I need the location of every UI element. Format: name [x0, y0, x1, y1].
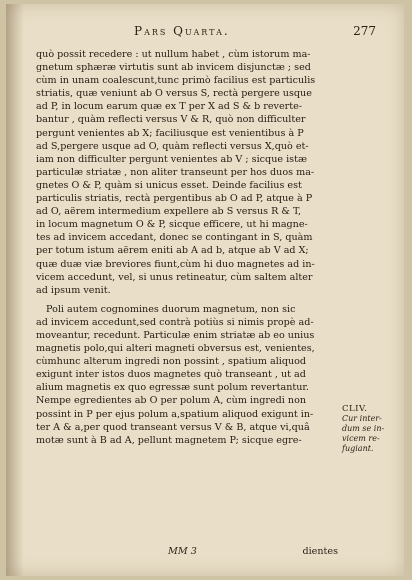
- text-line: cùmhunc alterum ingredi non possint , spatium aliquod: [36, 356, 307, 368]
- text-line: per totum istum aërem eniti ab A ad b, atque ab V ad X;: [36, 245, 309, 257]
- page-footer: [36, 546, 338, 562]
- text-line: in locum magnetum O & P, sicque efficere, ut hi magne-: [36, 219, 308, 231]
- text-line: ad ipsum venit.: [36, 284, 111, 296]
- text-line: ter A & a,per quod transeant versus V & B, atque vi,quâ: [36, 421, 310, 433]
- text-line: exigunt inter istos duos magnetes quò transeant , ut ad: [36, 369, 306, 381]
- page-number: 277: [353, 24, 376, 38]
- text-line: quò possit recedere : ut nullum habet , cùm istorum ma-: [36, 49, 311, 60]
- text-line: tes ad invicem accedant, donec se contingant in S, quàm: [36, 232, 313, 244]
- text-line: alium magnetis ex quo egressæ sunt polum revertantur.: [36, 382, 309, 394]
- text-line: motæ sunt à B ad A, pellunt magnetem P; sicque egre-: [36, 434, 302, 446]
- catchword: dientes: [302, 546, 338, 557]
- body-text: [36, 48, 338, 447]
- text-line: cùm in unam coalescunt,tunc primò facilius est particulis: [36, 75, 316, 87]
- text-line: ad invicem accedunt,sed contrà potiùs si nimis propè ad-: [36, 316, 314, 328]
- marginal-note: [342, 404, 398, 454]
- page-spine-shadow: [6, 4, 24, 576]
- book-page: [6, 4, 404, 576]
- running-title: Pars Quarta.: [134, 24, 230, 38]
- text-line: particulæ striatæ , non aliter transeunt per hos duos ma-: [36, 166, 315, 178]
- text-line: ad S,pergere usque ad O, quàm reflecti versus X,quò et-: [36, 140, 309, 152]
- text-line: moveantur, recedunt. Particulæ enim striatæ ab eo unius: [36, 329, 315, 341]
- text-line: Nempe egredientes ab O per polum A, cùm ingredi non: [36, 395, 307, 407]
- text-line: magnetis polo,qui alteri magneti obversus est, venientes,: [36, 343, 315, 355]
- text-line: gnetes O & P, quàm si unicus esset. Deinde facilius est: [36, 179, 302, 191]
- marginal-note-text: Cur inter-dum se in-vicem re-fugiant.: [342, 414, 385, 453]
- text-line: bantur , quàm reflecti versus V & R, quò non difficulter: [36, 114, 306, 126]
- text-line: pergunt venientes ab X; faciliusque est venientibus à P: [36, 127, 304, 139]
- text-line: quæ duæ viæ breviores fiunt,cùm hi duo magnetes ad in-: [36, 258, 315, 270]
- marginal-note-number: CLIV.: [342, 404, 368, 414]
- text-line: particulis striatis, rectà pergentibus ab O ad P, atque à P: [36, 193, 313, 205]
- page-header: [36, 24, 376, 42]
- text-line: vicem accedunt, vel, si unus retineatur, cùm saltem alter: [36, 271, 313, 283]
- text-line: iam non difficulter pergunt venientes ab V ; sicque istæ: [36, 153, 307, 165]
- text-line: possint in P per ejus polum a,spatium aliquod exigunt in-: [36, 408, 314, 420]
- signature-mark: MM 3: [168, 546, 197, 557]
- text-line: striatis, quæ veniunt ab O versus S, rectà pergere usque: [36, 88, 312, 100]
- text-line: Poli autem cognomines duorum magnetum, non sic: [46, 303, 296, 315]
- text-line: ad P, in locum earum quæ ex T per X ad S & b reverte-: [36, 101, 303, 113]
- text-line: ad O, aërem intermedium expellere ab S versus R & T,: [36, 206, 302, 218]
- text-line: gnetum sphæræ virtutis sunt ab invicem disjunctæ ; sed: [36, 62, 311, 74]
